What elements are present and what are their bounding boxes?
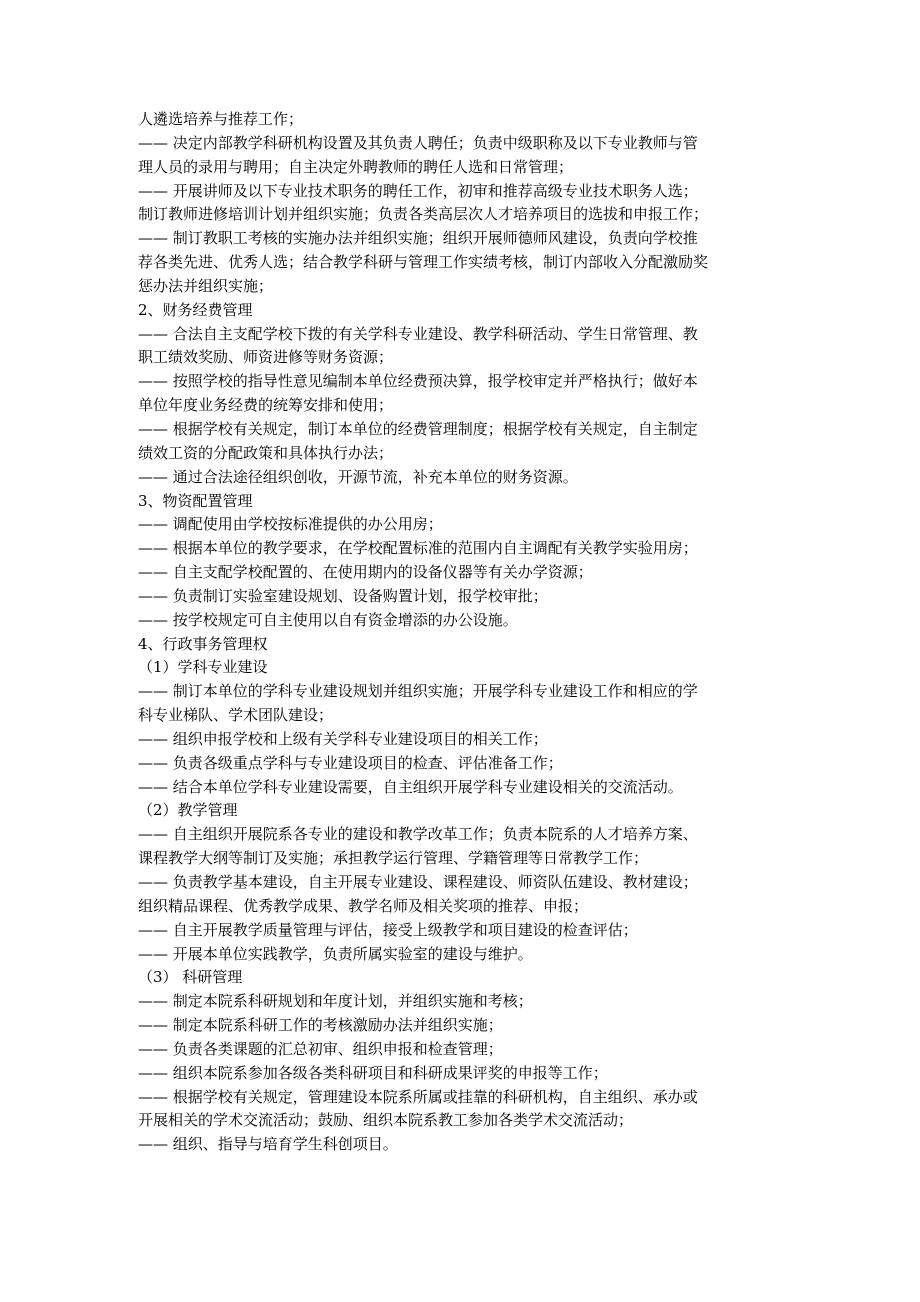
text-line: —— 根据学校有关规定，管理建设本院系所属或挂靠的科研机构，自主组织、承办或 xyxy=(138,1087,698,1106)
text-line: —— 负责各类课题的汇总初审、组织申报和检查管理； xyxy=(138,1039,503,1058)
text-line: 开展相关的学术交流活动；鼓励、组织本院系教工参加各类学术交流活动； xyxy=(138,1111,634,1130)
text-line: —— 自主开展教学质量管理与评估，接受上级教学和项目建设的检查评估； xyxy=(138,920,638,939)
text-line: —— 组织、指导与培育学生科创项目。 xyxy=(138,1135,398,1154)
text-line: —— 开展讲师及以下专业技术职务的聘任工作，初审和推荐高级专业技术职务人选； xyxy=(138,181,698,200)
text-line: —— 制定本院系科研工作的考核激励办法并组织实施； xyxy=(138,1016,503,1035)
text-line: —— 负责教学基本建设，自主开展专业建设、课程建设、师资队伍建设、教材建设； xyxy=(138,873,698,891)
text-line: —— 制订教职工考核的实施办法并组织实施；组织开展师德师风建设，负责向学校推 xyxy=(138,229,698,248)
text-line: —— 自主组织开展院系各专业的建设和教学改革工作；负责本院系的人才培养方案、 xyxy=(138,825,698,844)
text-line: 组织精品课程、优秀教学成果、教学名师及相关奖项的推荐、申报； xyxy=(138,896,589,915)
text-line: —— 根据本单位的教学要求，在学校配置标准的范围内自主调配有关教学实验用房； xyxy=(138,539,698,558)
text-line: —— 负责各级重点学科与专业建设项目的检查、评估准备工作； xyxy=(138,753,563,772)
text-line: —— 开展本单位实践教学，负责所属实验室的建设与维护。 xyxy=(138,944,533,963)
text-line: 单位年度业务经费的统筹安排和使用； xyxy=(138,396,394,415)
text-line: 理人员的录用与聘用；自主决定外聘教师的聘任人选和日常管理； xyxy=(138,157,574,176)
text-line: 荐各类先进、优秀人选；结合教学科研与管理工作实绩考核，制订内部收入分配激励奖 xyxy=(138,253,709,272)
text-line: —— 按学校规定可自主使用以自有资金增添的办公设施。 xyxy=(138,610,518,629)
text-line: —— 决定内部教学科研机构设置及其负责人聘任；负责中级职称及以下专业教师与管 xyxy=(138,133,698,152)
text-line: 惩办法并组织实施； xyxy=(138,276,274,295)
text-line: —— 自主支配学校配置的、在使用期内的设备仪器等有关办学资源； xyxy=(138,563,593,582)
document-page xyxy=(138,108,788,1157)
text-line: —— 通过合法途径组织创收，开源节流，补充本单位的财务资源。 xyxy=(138,467,578,486)
section-heading: 4、行政事务管理权 xyxy=(138,634,268,653)
subsection-heading: （2）教学管理 xyxy=(138,801,238,820)
text-line: 课程教学大纲等制订及实施；承担教学运行管理、学籍管理等日常教学工作； xyxy=(138,849,649,868)
text-line: —— 制定本院系科研规划和年度计划，并组织实施和考核； xyxy=(138,992,533,1011)
text-line: —— 根据学校有关规定，制订本单位的经费管理制度；根据学校有关规定，自主制定 xyxy=(138,419,698,438)
text-line: —— 负责制订实验室建设规划、设备购置计划，报学校审批； xyxy=(138,586,548,605)
text-line: 绩效工资的分配政策和具体执行办法； xyxy=(138,443,394,462)
text-line: —— 按照学校的指导性意见编制本单位经费预决算，报学校审定并严格执行；做好本 xyxy=(138,372,698,391)
text-line: —— 合法自主支配学校下拨的有关学科专业建设、教学科研活动、学生日常管理、教 xyxy=(138,324,698,343)
text-line: 职工绩效奖励、师资进修等财务资源； xyxy=(138,348,394,367)
text-line: —— 制订本单位的学科专业建设规划并组织实施；开展学科专业建设工作和相应的学 xyxy=(138,682,698,701)
text-line: —— 组织申报学校和上级有关学科专业建设项目的相关工作； xyxy=(138,729,548,748)
text-line: —— 组织本院系参加各级各类科研项目和科研成果评奖的申报等工作； xyxy=(138,1063,608,1082)
text-line: 人遴选培养与推荐工作； xyxy=(138,110,304,128)
text-line: —— 调配使用由学校按标准提供的办公用房； xyxy=(138,515,443,534)
text-line: 制订教师进修培训计划并组织实施；负责各类高层次人才培养项目的选拔和申报工作； xyxy=(138,205,709,224)
text-line: —— 结合本单位学科专业建设需要，自主组织开展学科专业建设相关的交流活动。 xyxy=(138,777,683,796)
section-heading: 2、财务经费管理 xyxy=(138,300,253,319)
subsection-heading: （3） 科研管理 xyxy=(138,968,243,987)
subsection-heading: （1）学科专业建设 xyxy=(138,658,268,677)
section-heading: 3、物资配置管理 xyxy=(138,491,253,510)
text-line: 科专业梯队、学术团队建设； xyxy=(138,706,334,725)
